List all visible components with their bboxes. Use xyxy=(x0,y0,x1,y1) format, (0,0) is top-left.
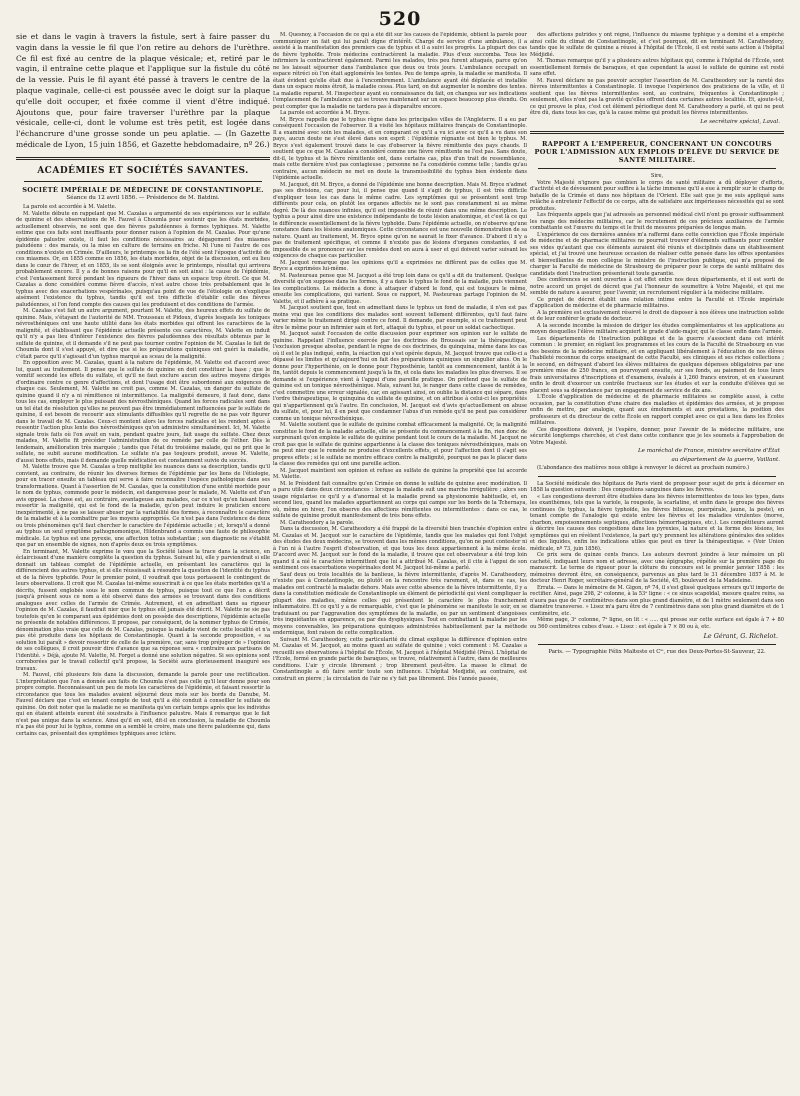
divider xyxy=(538,644,776,645)
paragraph: La parole est accordée à M. Bryce. xyxy=(280,110,371,116)
paragraph: A la seconde incombe la mission de diriger les études complémentaires et les applications au moyen desquelles l'élève militaire acquiert le grade d'aide-major, qui le classe enfin dans l'armée. xyxy=(530,322,784,335)
paragraph: Ce prix sera de quinze cents francs. Les auteurs devront joindre à leur mémoire un pli cacheté, indiquant leurs nom et adresse, avec une épigraphe, répétée sur la première page du manuscrit. Le terme de rigueur pour la clôture du concours est le premier janvier 1858 : les mémoires devront être, en conséquence, parvenus au plus tard le 31 décembre 1857 à M. le docteur Henri Roger, secrétaire-général de la Société, 45, boulevard de la Madeleine. xyxy=(530,552,784,584)
intro-paragraph: sie et dans le vagin à travers la fistule, sert à faire passer du vagin dans la vessie le fil que l'on retire au dehors de l'urèthre. Ce fil est fixé au centre de la plaque vésicale; et, retiré par le vagin, il entraîne cette plaque et l'applique sur la fistule du côté de la vessie. Puis le fil ayant été passé à travers le centre de la plaque vaginale, celle-ci est poussée avec le doigt sur la plaque qu'elle doit occuper, et fixée comme il vient d'être indiqué. Ajoutons que, pour faire traverser l'urèthre par la plaque vésicale, celle-ci, dont le volume est très petit, est logée dans l'échancrure d'une grosse sonde un peu aplatie. — (In Gazette médicale de Lyon, 15 juin 1856, et Gazette hebdomadaire, nº 26.) xyxy=(16,32,270,149)
paragraph: En opposition avec M. Cazalas, quant à la nature de l'épidémie, M. Valette est d'accord avec lui, quant au traitement. Il pense que le sulfate de quinine en doit constituer la base ; que le vomitif secondé les effets du sulfate, et qu'il ne faut exclure aucun des autres moyens dirigés d'ordinaire contre ce genre d'affections, et dont l'usage doit être subordonné aux exigences de chaque cas. Seulement, M. Valette ne croit pas, comme M. Cazalas, un danger du sulfate de quinine quand il n'y a ni rémittence ni intermittence. La malignité demeure, il faut donc, dans tous les cas, employer le plus puissant des névrosthéniques. Quand les forces radicales sont dans un tel état de résolution qu'elles ne peuvent pas être immédiatement influencées par le sulfate de quinine, il est besoin de recourir aux stimulants diffusibles qu'il regrette de ne pas voir figurer dans le travail de M. Cazalas. Ceux-ci montent alors les forces radicales et les rendent aptes à ressentir l'action plus lente des névrosthéniques qu'on administre simultanément. Ici, M. Valette signale trois faits où l'on avait en vain, pendant quatre jours, fait usage du sulfate. Chez deux malades, M. Valette fit précéder l'administration de ce remède par celle de l'éther. Dès le lendemain, amélioration très marquée ; tandis que l'état du troisième malade, qui ne prit que le sulfate, ne subit aucune modification. Le sulfate n'a pas toujours produit, avoue M. Valette, d'aussi bons effets, mais il demande quelle médication est constamment suivie du succès. xyxy=(16,360,270,464)
divider xyxy=(538,476,776,477)
paragraph: M. Thomas remarque qu'il y a plusieurs autres hôpitaux qui, comme à l'hôpital de l'École, sont essentiellement formés de baraques, et que cependant la aussi le sulfate de quinine est resté sans effet. xyxy=(530,58,784,77)
column-left xyxy=(16,32,270,1082)
divider xyxy=(24,181,262,182)
paragraph: Errata. — Dans le mémoire de M. Gigon, nº 74, il s'est glissé quelques erreurs qu'il importe de rectifier. Ainsi, page 298, 2ᵉ colonne, à la 53ᵉ ligne : « ce sinus scapoïdal, mesure quatre reins, sa n'aura pas que de 7 centimètres dans son plus grand diamètre, et de 1 mètre seulement dans son diamètre transverse. » Lisez m'a paru être de 7 centimètres dans son plus grand diamètre et de 1 centimètre, etc. xyxy=(530,584,784,617)
column-middle xyxy=(273,32,527,1082)
paragraph: La parole est accordée à M. Valette. xyxy=(23,204,117,211)
paragraph: M. Jacquot maintient son opinion et refuse au sulfate de quinine la propriété que lui accorde M. Valette. xyxy=(273,467,527,480)
paragraph: A la première est exclusivement réservé le droit de disposer à nos élèves une instruction solide et de leur conférer le grade de docteur. xyxy=(530,309,784,322)
paragraph: M. Caratheodory a la parole. xyxy=(280,519,355,526)
paragraph: L'École d'application de médecine et de pharmacie militaires se complète aussi, à cette occasion, par la constitution d'une chaire des maladies et épidémies des armées, et je propose enfin de mettre, par analogie, quant aux émoluments et aux prestations, la position des professeurs et du directeur de cette École en rapport complet avec ce qui a lieu dans les Écoles militaires. xyxy=(530,394,784,426)
secretary-signature: Le secrétaire spécial, Laval. xyxy=(700,118,780,125)
paragraph: Votre Majesté n'ignore pas combien le corps de santé militaire a dû déployer d'efforts, d'activité et de dévouement pour suffire à la tâche immense qu'il a eue à remplir sur le champ de bataille de la Crimée et dans nos hôpitaux de l'Orient. Elle sait que je me suis appliqué sans relâche à entretenir l'effectif de ce corps, afin de satisfaire aux impérieuses nécessités qui se sont produites. xyxy=(530,179,784,212)
paragraph: M. Fauvel déclare ne pas pouvoir accepter l'assertion de M. Caratheodory sur la rareté des fièvres intermittentes à Constantinople. Il invoque l'expérience des praticiens de la ville, et il soutient que les fièvres intermittentes sont, au contraire, fréquentes à Constantinople ; seulement, elles n'ont pas la gravité qu'elles offrent dans certaines autres localités. Et, ajoute-t-il, ce qui prouve le plus, c'est cet élément périodique dont M. Caratheodory a parlé, et qui ne peut être dû, dans tous les cas, qu'à la cause même qui produit les fièvres intermittentes. xyxy=(530,77,784,116)
paragraph: M. Jacquot soutient que, tout en admettant dans le typhus un fond de maladie, il n'en est pas moins vrai que les conditions des malades sont souvent tellement différentes, qu'il faut faire varier même le traitement dirigé contre ce fond. Il demande, par exemple, si ce traitement peut être le même pour un infirmier sain et fort, attaqué du typhus, et pour un soldat cachectique. xyxy=(273,305,527,331)
paragraph: En terminant, M. Valette exprime le vœu que la Société laisse la trace dans la science, en éclaircissant d'une manière complète la question du typhus. Suivant lui, elle y parviendrait si elle donnait un tableau complet de l'épidémie actuelle, en présentant les caractères qui la différencient des autres typhus, et si elle réussissait à résoudre la question de l'identité du typhus et de la fièvre typhoïde. Pour le premier point, il voudrait que tous portassent le contingent de leurs observations. Il croit que M. Cazalas lui-même souscrirait à ce que les états morbides qu'il a décrits, fussent englobés sous le nom commun de typhus, puisque tout ce que l'on a décrit jusqu'à présent sous ce nom a été observé dans des armées se trouvant dans des conditions analogues avec celles de l'armée de Crimée. Autrement, et en admettant dans sa rigueur l'opinion de M. Cazalas, il faudrait nier que le typhus eût jamais été décrit. M. Valette ne sie pas toutefois qu'en le comparant aux épidémies dont on possède des descriptions, l'épidémie actuelle ne présente de notables différences. Il propose, par conséquent, de la nommer typhus de Crimée, dénomination plus vraie que celle de M. Cazalas, puisque la maladie vient de cette localité et n'a pas été produite dans les hôpitaux de Constantinople. Quant à la seconde proposition, « sa solution lui paraît » devoir ressortir de celle de la première, car, sans trop préjuger de » l'opinion de ses collègues, il croit pouvoir dire d'avance que sa réponse sera « contraire aux partisans de l'identité. » Déjà, ajoute M. Valette, M. Forget a donné une solution négative. Si ses opinions sont corroborées par le travail collectif qu'il propose, la Société aura glorieusement inauguré ses travaux. xyxy=(16,548,270,672)
paragraph: M. Jacquot, dit M. Bryce, a donné de l'épidémie une bonne description. Mais M. Bryce n'admet pas ses divisions, car, pour lui, il pense que quand il s'agit de typhus, il est très difficile d'expliquer tous les cas dans le même cadre. Les symptômes qui se présentent sont trop différents pour cela, on plutôt les organes affectés ne le sont pas constamment ni au même degré. De là des nuances infinies, qu'il est impossible de réunir dans une même description. Le typhus a pour ainsi dire une existence indépendante de toute lésion anatomique, et c'est là ce qui le différencie essentiellement de la fièvre typhoïde. Dans l'épidémie actuelle, on n'observe qu'une constance dans les lésions anatomiques. Cette circonstance est une nouvelle démonstration de sa nature. Quant au traitement, M. Bryce opine qu'on ne saurait le fixer d'avance. D'abord il n'y a pas de traitement spécifique, et comme il n'existe pas de lésions d'organes constantes, il est impossible de se prononcer sur les remèdes dont on aura à user et qui doivent varier suivant les exigences de chaque cas particulier. xyxy=(273,181,527,259)
paragraph: Ce projet de décret établit une relation intime entre la Faculté et l'École impériale d'application de médecine et de pharmacie militaires. xyxy=(530,296,784,309)
paragraph: M. Jacquot saisit l'occasion de cette discussion pour exprimer son opinion sur le sulfate de quinine. Rappelant l'influence exercée par les doctrines de Broussais sur la thérapeutique, l'exclusion presque absolue, pendant le règne de ces doctrines, du quinquina, même dans les cas où il est le plus indiqué, enfin, la réaction qui s'est opérée depuis, M. Jacquot trouve que celle-ci a dépassé les limites et qu'aujourd'hui on fait des préparations quiniques un singulier abus. On le donne pour l'hyperthénie, on le donne pour l'hyposthénie, tantôt au commencement, tantôt à la fin, tantôt depuis le commencement jusqu'à la fin, et cela dans les maladies les plus diverses. Il se demande si l'expérience vient à l'appui d'une pareille pratique. On prétend que le sulfate de quinine est un tonique névrosthénique. Mais, suivant lui, le ranger dans cette classe de remèdes, c'est commettre une erreur signalée, car, en agissant ainsi, on oublie la distance qui sépare, dans l'ordre thérapeutique, le quinquina du sulfate de quinine, et on attribue à celui-ci les propriétés qui n'appartiennent qu'à l'autre. En conclusion, M. Jacquot est d'avis qu'actuellement on abuse du sulfate, et, pour lui, il en peut que condamner l'abus d'un remède qu'il ne peut pas considérer comme un tonique névrosthénique. xyxy=(273,331,527,422)
section-divider xyxy=(16,157,270,160)
society-title: SOCIÉTÉ IMPÉRIALE DE MÉDECINE DE CONSTANTINOPLE. xyxy=(22,185,264,194)
editor-note: (L'abondance des matières nous oblige à renvoyer le décret au prochain numéro.) xyxy=(537,465,750,471)
report-title: RAPPORT A L'EMPEREUR, CONCERNANT UN CONCOURS POUR L'ADMISSION AUX EMPLOIS D'ÉLÈVE DU SERVICE DE SANTÉ MILITAIRE. xyxy=(534,140,780,164)
paragraph: « Les congestions devront être étudiées dans les fièvres intermittentes de tous les types, dans les exanthèmes, tels que la variole, la rougeole, la scarlatine, et enfin dans le groupe des fièvres continues (le typhus, la fièvre typhoïde, les fièvres bilieuse, puerpérale, jaune, la peste), en tenant compte de l'analogie qui existe entre les fièvres et les maladies virulentes (morve, charbon, empoisonnements septiques, affections hémorrhagiques, etc.). Les compétiteurs auront à décrire les causes des congestions dans les pyrexies, la nature et la forme des lésions, les symptômes qui en révèlent l'existence, la part qu'y prennent les altérations générales des solides et des liquides, enfin les indications utiles que peut en tirer la thérapeutique. » (Voir Union médicale, nº 73, juin 1856). xyxy=(530,493,784,552)
paragraph: Les fréquents appels que j'ai adressés au personnel médical civil n'ont pu grossir suffisamment les rangs des médecins militaires, car le recrutement de ces précieux auxiliaires de l'armée combattante est l'œuvre du temps et le fruit de mesures préparées de longue main. xyxy=(530,212,784,231)
paragraph: M. Fauvel, cité plusieurs fois dans la discussion, demande la parole pour une rectification. L'interprétation que l'on a donnée aux faits de Choumla n'est pas celle qu'il leur donne pour son propre compte. Reconnaissant un peu de mots les caractères de l'épidémie, et faisant ressortir la circonstance que tous les malades avaient séjourné deux mois sur les bords du Danube, M. Fauvel déclare que c'est en tenant compte de tout qu'il a été conduit à conseiller le sulfate de quinine. On doit noter que la maladie ne se manifesta qu'en certain temps après que les individus qui en étaient atteints eurent été soustraits à l'influence palustre. Mais il remarque que le fait n'est pas unique dans la science. Ainsi qu'il en soit, dit-il en conclusion, la maladie de Choumla n'a pas été pour lui le typhus, comme on a semblé le croire, mais une fièvre paludéenne qui, dans certains cas, présentait des symptômes typhiques avec ictère. xyxy=(16,672,270,737)
section-title: ACADÉMIES ET SOCIÉTÉS SAVANTES. xyxy=(37,165,249,176)
paragraph: Ces dispositions doivent, je l'espère, donner, pour l'avenir de la médecine militaire, une sécurité longtemps cherchée, et c'est dans cette confiance que je les soumets à l'approbation de Votre Majesté. xyxy=(530,426,784,446)
paragraph: des affections putrides y ont régné, l'influence du miasme typhique y a dominé et a empêché ainsi celle du climat de Constantinople, et c'est pourquoi, dit en terminant M. Caratheodory, tandis que le sulfate de quinine a réussi à l'hôpital de l'École, il est resté sans action à l'hôpital Médjidié. xyxy=(530,32,784,58)
paragraph: M. Pasteureau pense que M. Jacquot a été trop loin dans ce qu'il a dit du traitement. Quelque diversité qu'on suppose dans les formes, il y a dans le typhus le fond de la maladie, puis viennent les complications. Le médecin a donc à attaquer d'abord le fond, qui est toujours le même, ensuite les complications, qui varient. Sous ce rapport, M. Pasteureau partage l'opinion de M. Valette, et il adhère à sa pratique. xyxy=(273,272,527,305)
gerant-signature: Le Gérant, G. Richelot. xyxy=(703,632,778,640)
page-number: 520 xyxy=(378,8,422,30)
paragraph: Les départements de l'instruction publique et de la guerre s'associent dans cet intérêt commun : le premier, en réglant les programmes et les cours de la Faculté de Strasbourg en vue des besoins de la médecine militaire, et en appliquant libéralement à l'éducation de nos élèves l'habileté reconnue du corps enseignant de cette Faculté, ses cliniques et ses riches collections ; le second, en défrayant d'abord les élèves militaires de quelques dépenses obligatoires par une première mise de 250 francs, en pourvoyant ensuite, sur ses fonds, au paiement de tous leurs frais universitaires d'inscriptions et d'examens, évalués à 1,260 francs environ, et en s'assurant enfin le droit d'exercer un contrôle fructueux sur les études et sur la conduite d'élèves qui se placent sous sa dépendance par un engagement de service de dix ans. xyxy=(530,335,784,394)
divider xyxy=(538,168,776,169)
paragraph: La Société médicale des hôpitaux de Paris vient de proposer pour sujet de prix à décerner en 1858 la question suivante : Des congestions sanguines dans les fièvres. xyxy=(530,480,784,493)
meeting-line: Séance du 12 avril 1856. — Présidence de M. Batdini. xyxy=(66,194,220,201)
paragraph: M. Valette soutient que le sulfate de quinine combat efficacement la malignité. Or, la malignité constitue le fond de la maladie actuelle, elle se présente du commencement à la fin, rien donc de surprenant qu'on emploie le sulfate de quinine pendant tout le cours de la maladie. M. Jacquot ne croit pas que le sulfate de quinine appartienne à la classe des toniques névrosthéniques, mais on ne peut nier que le remède ne produise d'excellents effets, et pour l'affection dont il s'agit ses propres effets ; si le sulfate ne montre efficace contre la malignité, pourquoi ne pas le placer dans la classe des remèdes qui ont une pareille action. xyxy=(273,422,527,467)
paragraph: L'expérience de ces dernières années m'a raffermi dans cette conviction que l'École impériale de médecine et de pharmacie militaires ne pourrait trouver d'éléments suffisants pour combler ses vides qu'autant que ces éléments auraient été réunis et disciplinés dans un établissement spécial, et j'ai trouvé une heureuse occasion de réaliser cette pensée dans les offres spontanées et bienveillantes de mon collègue le ministre de l'instruction publique, qui m'a proposé de charger la Faculté de médecine de Strasbourg de préparer pour le corps de santé militaire des candidats dont l'instruction présenterait toute garantie. xyxy=(530,231,784,277)
paragraph: Suivant M. Caratheodory, cette particularité du climat explique la différence d'opinion entre M. Cazalas et M. Jacquot, au moins quant au sulfate de quinine ; voici comment : M. Cazalas a recueilli ses observations à l'hôpital de l'École, M. Jacquot à l'hôpital Médjidié (Péra). L'hôpital de l'École, formé en grande partie de baraques, se trouve, relativement à l'autre, dans de meilleures conditions. L'air y circule librement ; trop librement peut-être. La masse le climat de Constantinople a dû faire sentir toute son influence. L'hôpital Medjidié, au contraire, est construit en pierre ; la circulation de l'air ne s'y fait pas librement. Dès l'année passée, xyxy=(273,636,527,682)
intro-text xyxy=(16,32,270,151)
minister-signature-line1: Le maréchal de France, ministre secrétaire d'État xyxy=(637,448,780,454)
paragraph: Des conférences se sont ouvertes à cet effet entre nos deux départements, et il est sorti de notre accord un projet de décret que j'ai l'honneur de soumettre à Votre Majesté, et qui me semble de nature à assurer, pour l'avenir, un recrutement régulier à la médecine militaire. xyxy=(530,277,784,296)
column-right xyxy=(530,32,784,1082)
paragraph: M. Valette trouve que M. Cazalas a trop multiplié les nuances dans sa description, tandis qu'il convient, au contraire, de réunir les diverses formes de l'épidémie par les liens de l'étiologie, pour en tracer ensuite un tableau qui serve à faire reconnaître l'espèce pathologique dans ses transformations. Quant à l'assertion de M. Cazalas, que la constitution d'une entité morbide pour le nom de typhus, commode pour le médecin, est dangereuse pour le malade, M. Valette est d'un avis opposé. La chose est, au contraire, avantageuse aux malades, car ce n'est qu'en faisant bien ressortir la malignité, qui est le fond de la maladie, qu'on peut induire le praticien encore inexpérimenté, à ne pas se laisser abuser par la variabilité des formes, à reconnaître le caractère de la maladie et à la combattre par les moyens appropriés. Ce n'est pas dans l'existence de deux ou trois phénomènes qu'il faut chercher le caractère de l'épidémie actuelle ; et, lorsqu'il a donné au typhus un seul symptôme pathognomonique, Hildenbrand a commis une faute de philosophie médicale. Le typhus est une pyrexie, une affection totius substantiæ ; son diagnostic ne s'établit que par un ensemble de signes, non d'après deux ou trois symptômes. xyxy=(16,464,270,549)
paragraph: Dans la discussion, M. Caratheodory a été frappé de la diversité bien tranchée d'opinion entre M. Cazalas et M. Jacquot sur le caractère de l'épidémie, tandis que les malades qui font l'objet des études des deux médecins, se trouvent dans les mêmes conditions, qu'on ne peut contester ni à l'un ni à l'autre l'esprit d'observation, et que tous les deux appartiennent à la même école. D'accord avec M. Jacquot sur le fond de la maladie, il trouve que cet observateur a été trop loin quand il a nié le caractère intermittent que lui a attribué M. Cazalas, et il cite à l'appui de son sentiment ces exacerbations vespérinales dont M. Jacquot lui-même a parlé. xyxy=(273,526,527,571)
paragraph: M. Quesnoy, à l'occasion de ce qui a été dit sur les causes de l'épidémie, obtient la parole pour communiquer un fait qui lui paraît digne d'intérêt. Chargé du service d'une ambulance, il a assisté à la manifestation des premiers cas de typhus et il a suivi les progrès. La plupart des cas de fièvre typhoïde. Trois médecins contractèrent la maladie. Plus d'eux succomba. Tous les infirmiers la contractèrent également. Parmi les malades, très peu furent attaqués, parce qu'on ne les laissait séjourner dans l'ambulance que deux ou trois jours. L'ambulance occupait un espace rétréci où l'on était agglomérés les tentes. Peu de temps après, la maladie se manifesta. Il était évident qu'elle était due à l'encombrement. L'ambulance ayant été déplacée et installée dans un espace moins étroit, la maladie cessa. Plus tard, on dut augmenter le nombre des tentes. La maladie reparut. M. l'inspecteur ayant eu connaissance du fait, on changea sur ses indications l'emplacement de l'ambulance qui se trouve maintenant sur un espace beaucoup plus étendu. On peut compter que la maladie ne tardera pas à disparaître encore. xyxy=(273,32,527,110)
section-divider xyxy=(530,131,784,134)
paragraph: M. Bryce rappelle que le typhus règne dans les principales villes de l'Angleterre. Il a eu par conséquent l'occasion de l'observer. Il a visité les hôpitaux militaires français de Constantinople. Il a examiné avec soin les malades, et en comparant ce qu'il a vu ici avec ce qu'il a vu dans son pays, aucun doute ne s'est élevé dans son esprit : l'épidémie régnante est bien le typhus. M. Bryce s'est également trouvé dans le cas d'observer la fièvre rémittente des pays chauds. Il soutient que ce que M. Cazalas a considéré comme une fièvre rémittente ne l'est pas. Sans doute, dit-il, le typhus et la fièvre rémittente ont, dans certains cas, plus d'un trait de ressemblance, mais cette dernière n'est pas contagieuse ; personne ne l'a considérée comme telle ; tandis qu'au contraire, aucun médecin ne met en doute la transmissibilité du typhus bien évidente dans l'épidémie actuelle. xyxy=(273,116,527,181)
paragraph: M. Valette débute en rappelant que M. Cazalas a argumenté de ses expériences sur le sulfate de quinine et des observations de M. Fauvel à Choumla pour soutenir que les états morbides, actuellement observés, ne sont que des fièvres paludéennes à formes typhiques. M. Valette estime que ces faits sont insuffisants pour donner raison à l'opinion de M. Cazalas. Pour qu'une épidémie palustre existe, il faut les conditions nécessaires au dégagement des miasmes paludéens : des marais, ou la mise en culture de terrains en friche. Ni l'une ni l'autre de ces conditions n'existe en Crimée. D'ailleurs, le printemps ou la fin de l'été sont l'époque d'activité de ces miasmes. Or, en 1855 comme en 1856, les états morbides, objet de la discussion, ont eu lieu dans le cœur de l'hiver, et en 1855, ils se sont éloignés avec le printemps, résultat qui arrivera probablement encore. Il y a de bonnes raisons pour qu'il en soit ainsi : la cause de l'épidémie, c'est l'entassement forcé pendant les rigueurs de l'hiver dans un espace trop étroit. Ce que M. Cazalas a donc considéré comme fièvre d'accès, n'est autre chose très probablement que le typhus avec des exacerbations vespérinales, puisqu'au point de vue de l'étiologie on n'explique aisément l'existence du typhus, tandis qu'il est très difficile d'établir celle des fièvres paludéennes, si l'on fond compte des causes qui les produisent et des conditions de l'armée. xyxy=(16,210,270,308)
paragraph: M. Jacquot remarque que les opinions qu'il a exprimées ne diffèrent pas de celles que M. Bryce a exprimées lui-même. xyxy=(273,259,527,272)
imprint: Paris. — Typographie Félix Malteste et Cⁱᵉ, rue des Deux-Portes-St-Sauveur, 22. xyxy=(548,648,766,655)
paragraph: Même page, 3ᵉ colonne, 7ᵉ ligne, on lit : « ….. qui presse sur cette surface est égale à 7 + 80 ou 560 centimètres cubes d'eau. » Lisez : est égale à 7 × 80 ou à, etc. xyxy=(530,617,784,630)
salutation: Sire, xyxy=(650,173,664,179)
paragraph: M. le Président fait connaître qu'en Crimée on donne le sulfate de quinine avec modération. Il a paru utile dans deux circonstances : lorsque la maladie suit une marche irrégulière ; alors son usage régularise ce qu'il y a d'anormal et la maladie prend sa physionomie habituelle, et, en second lieu, quand les malades appartiennent au corps qui campe sur les bords de la Tchernaya, où, même en hiver, l'on observe des affections rémittentes ou intermittentes : dans ce cas, le sulfate de quinine produit manifestement de très bons effets. xyxy=(273,480,527,519)
paragraph: M. Cazalas s'est fait un autre argument, pourtant M. Valette, des heureux effets du sulfate de quinine. Mais, s'étayant de l'autorité de MM. Trousseau et Pidoux, d'après lesquels les toniques névrosthéniques ont une haute utilité dans les états morbides qui offrent les caractères de la malignité, et établissant que l'épidémie actuelle présente ces caractères, M. Valette en induit qu'il n'y a pas lieu d'inférer l'existence des fièvres paludéennes des résultats obtenus par le sulfate de quinine, et il demande s'il ne peut pas tourner contre l'opinion de M. Cazalas le fait de Choumla dont il s'est appuyé, et dire que si les préparations quiniques ont guéri la maladie, c'était parce qu'il s'agissait d'un typhus marqué au sceau de la malignité. xyxy=(16,308,270,360)
paragraph: Sauf deux ou trois localités de la banlieue, la fièvre intermittente, d'après M. Caratheodory, n'existe pas à Constantinople, ou plutôt on la rencontre très rarement, et, dans ce cas, les malades ont contracté la maladie dehors. Mais avec cette absence de la fièvre intermittente, il y a dans la constitution médicale de Constantinople un élément de périodicité qui vient compliquer la plupart des maladies, même celles qui présentent le caractère le plus franchement inflammatoire. Et ce qu'il y a de remarquable, c'est que le phénomène se manifeste le soir, en se traduisant ou par l'aggravation des symptômes de la maladie, ou par un sentiment d'angoisses très inquiétantes en apparence, ou par des dysphysiques. Tout en combattant la maladie par les moyens convenables, les préparations quiniques administrées habituellement par la méthode endermique, font raison de cette complication. xyxy=(273,571,527,636)
minister-signature-line2: au département de la guerre, Vaillant. xyxy=(671,456,780,463)
